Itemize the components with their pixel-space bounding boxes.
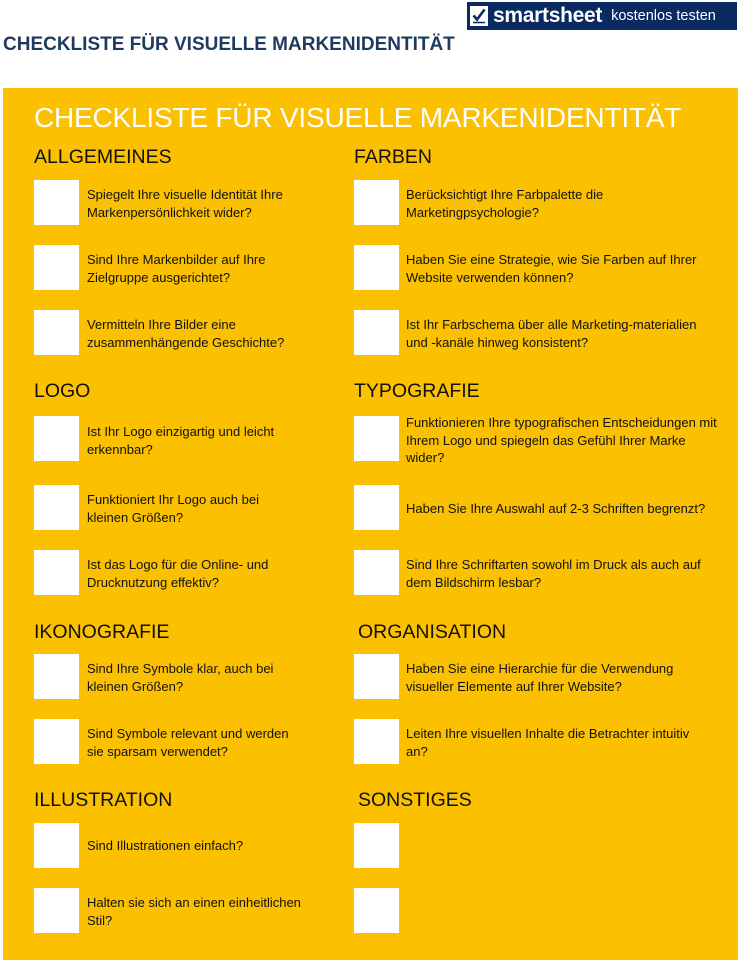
- checklist-item: Sind Ihre Symbole klar, auch bei kleinen Größen?: [87, 661, 274, 694]
- checkbox[interactable]: [354, 719, 399, 764]
- checkbox[interactable]: [354, 416, 399, 461]
- checklist-item: Funktionieren Ihre typografischen Entscheidungen mit Ihrem Logo und spiegeln das Gefühl Ihrer Marke wider?: [406, 415, 717, 465]
- checkbox[interactable]: [354, 485, 399, 530]
- checkbox[interactable]: [34, 245, 79, 290]
- checkbox[interactable]: [34, 550, 79, 595]
- checklist-item: Berücksichtigt Ihre Farbpalette die Marketingpsychologie?: [406, 187, 604, 220]
- checklist-item: Sind Ihre Schriftarten sowohl im Druck als auch auf dem Bildschirm lesbar?: [406, 557, 701, 590]
- checklist-item: Spiegelt Ihre visuelle Identität Ihre Markenpersönlichkeit wider?: [87, 187, 283, 220]
- checkbox[interactable]: [34, 823, 79, 868]
- checkbox[interactable]: [34, 416, 79, 461]
- section-heading-sonstiges: SONSTIGES: [358, 789, 472, 811]
- checklist-panel: [3, 88, 738, 960]
- section-heading-organisation: ORGANISATION: [358, 621, 507, 643]
- checkbox[interactable]: [34, 180, 79, 225]
- checkbox[interactable]: [354, 823, 399, 868]
- checklist-item: Sind Symbole relevant und werden sie sparsam verwendet?: [87, 726, 289, 759]
- checklist-item: Vermitteln Ihre Bilder eine zusammenhängende Geschichte?: [87, 317, 285, 350]
- checkbox[interactable]: [354, 888, 399, 933]
- checklist-item: Haben Sie eine Hierarchie für die Verwendung visueller Elemente auf Ihrer Website?: [406, 661, 674, 694]
- checklist-item: Haben Sie eine Strategie, wie Sie Farben auf Ihrer Website verwenden können?: [406, 252, 697, 285]
- checkbox[interactable]: [34, 310, 79, 355]
- checkbox[interactable]: [34, 888, 79, 933]
- checkbox[interactable]: [354, 180, 399, 225]
- smartsheet-logo-icon: [470, 6, 488, 26]
- section-heading-farben: FARBEN: [354, 146, 433, 168]
- checklist-item: Leiten Ihre visuellen Inhalte die Betrachter intuitiv an?: [406, 726, 690, 759]
- checkbox[interactable]: [34, 719, 79, 764]
- checklist-item: Halten sie sich an einen einheitlichen Stil?: [87, 895, 301, 928]
- section-heading-illustration: ILLUSTRATION: [34, 789, 173, 811]
- checklist-title: CHECKLISTE FÜR VISUELLE MARKENIDENTITÄT: [34, 102, 682, 133]
- checklist-item: Sind Illustrationen einfach?: [87, 838, 244, 853]
- checklist-item: Haben Sie Ihre Auswahl auf 2-3 Schriften begrenzt?: [406, 501, 706, 516]
- try-free-link[interactable]: kostenlos testen: [611, 8, 716, 24]
- checklist-item: Funktioniert Ihr Logo auch bei kleinen Größen?: [87, 492, 259, 525]
- section-heading-allgemeines: ALLGEMEINES: [34, 146, 172, 168]
- checkbox[interactable]: [354, 654, 399, 699]
- section-heading-ikonografie: IKONOGRAFIE: [34, 621, 170, 643]
- checkbox[interactable]: [354, 310, 399, 355]
- smartsheet-banner[interactable]: [467, 2, 737, 30]
- checklist-item: Ist das Logo für die Online- und Drucknutzung effektiv?: [87, 557, 269, 590]
- page-title: CHECKLISTE FÜR VISUELLE MARKENIDENTITÄT: [3, 34, 455, 55]
- section-heading-typografie: TYPOGRAFIE: [354, 380, 480, 402]
- brand-name: smartsheet: [493, 4, 603, 27]
- section-heading-logo: LOGO: [34, 380, 91, 402]
- checklist-item: Ist Ihr Farbschema über alle Marketing-materialien und -kanäle hinweg konsistent?: [406, 317, 697, 350]
- checkbox[interactable]: [34, 654, 79, 699]
- checklist-item: Ist Ihr Logo einzigartig und leicht erkennbar?: [87, 424, 275, 457]
- checklist-item: Sind Ihre Markenbilder auf Ihre Zielgruppe ausgerichtet?: [87, 252, 266, 285]
- checkbox[interactable]: [354, 245, 399, 290]
- checkbox[interactable]: [34, 485, 79, 530]
- checkbox[interactable]: [354, 550, 399, 595]
